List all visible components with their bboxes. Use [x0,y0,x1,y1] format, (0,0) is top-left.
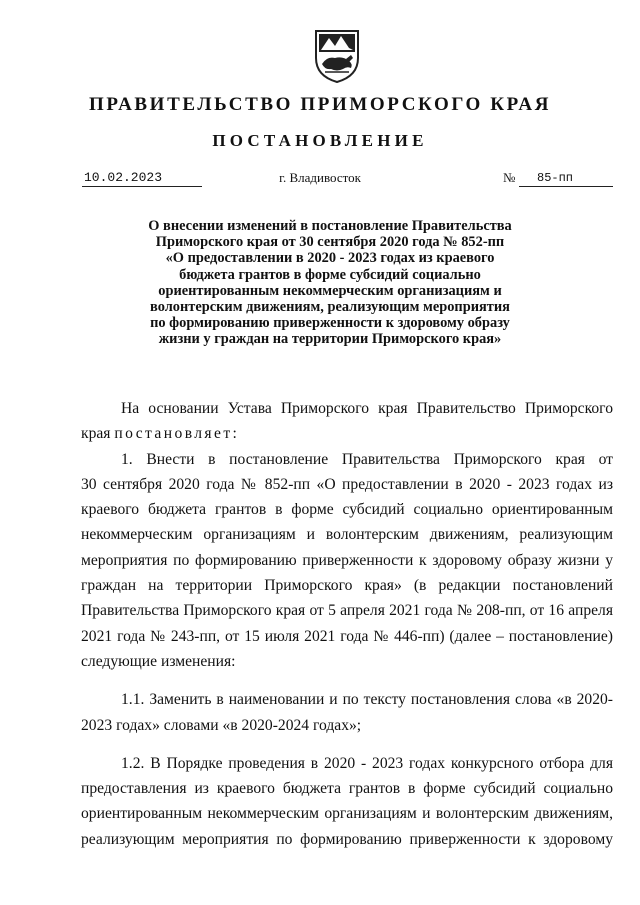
text-line: реализующим мероприятия по формированию приверженности к здоровому [81,830,613,848]
text-fragment: : [232,425,237,443]
text-line: 30 сентября 2020 года № 852-пп «О предоставлении в 2020 - 2023 годах из [81,475,613,493]
subject-line: жизни у граждан на территории Приморского края» [158,331,502,348]
subject-line: «О предоставлении в 2020 - 2023 годах из краевого [165,250,495,267]
text-line: Правительства Приморского края от 5 апреля 2021 года № 208-пп, от 16 апреля [81,602,613,620]
subject-line: Приморского края от 30 сентября 2020 года № 852-пп [155,234,505,251]
document-body [81,396,613,852]
text-line [81,421,613,446]
subject-line: ориентированным некоммерческим организациям и [158,282,502,299]
paragraph-gap [81,738,613,751]
coat-of-arms-icon [313,28,361,84]
text-line: предоставления из краевого бюджета грантов в форме субсидий социально [81,780,613,798]
subject-line: О внесении изменений в постановление Правительства [148,218,512,234]
paragraph-1-2 [81,751,613,852]
text-line: следующие изменения: [81,652,236,670]
text-line: 2021 года № 243-пп, от 15 июля 2021 года № 446-пп) (далее – постановление) [81,627,613,645]
preamble-paragraph [81,396,613,447]
number-sign: № [503,170,516,185]
text-line: 2023 годах» словами «в 2020-2024 годах»; [81,716,362,734]
paragraph-gap [81,674,613,687]
document-subject [130,218,530,348]
text-line: краевого бюджета грантов в форме субсидий социально ориентированным [81,501,613,519]
subject-line: бюджета грантов в форме субсидий социально [179,266,481,283]
text-line: некоммерческим организациям и волонтерским движениям, реализующим [81,526,613,544]
paragraph-1 [81,447,613,675]
document-date: 10.02.2023 [82,170,202,187]
text-line: мероприятия по формированию приверженности к здоровому образу жизни у [81,551,613,569]
text-line: ориентированным некоммерческим организациям и волонтерским движениям, [81,805,613,823]
document-type: ПОСТАНОВЛЕНИЕ [212,131,428,150]
text-line: 1. Внести в постановление Правительства Приморского края от [121,450,613,468]
decree-word: постановляет [114,425,233,443]
text-fragment: края [81,425,115,443]
text-line: 1.2. В Порядке проведения в 2020 - 2023 годах конкурсного отбора для [121,754,613,772]
text-line: граждан на территории Приморского края» (в редакции постановлений [81,577,613,595]
paragraph-1-1 [81,687,613,738]
subject-line: по формированию приверженности к здоровому образу [150,315,510,332]
subject-line: волонтерским движениям, реализующим мероприятия [150,299,510,316]
document-number: 85-пп [519,170,613,187]
text-line: 1.1. Заменить в наименовании и по тексту постановления слова «в 2020- [121,691,613,709]
text-line: На основании Устава Приморского края Правительство Приморского [121,400,613,417]
document-city: г. Владивосток [279,170,361,185]
government-title: ПРАВИТЕЛЬСТВО ПРИМОРСКОГО КРАЯ [88,94,552,115]
